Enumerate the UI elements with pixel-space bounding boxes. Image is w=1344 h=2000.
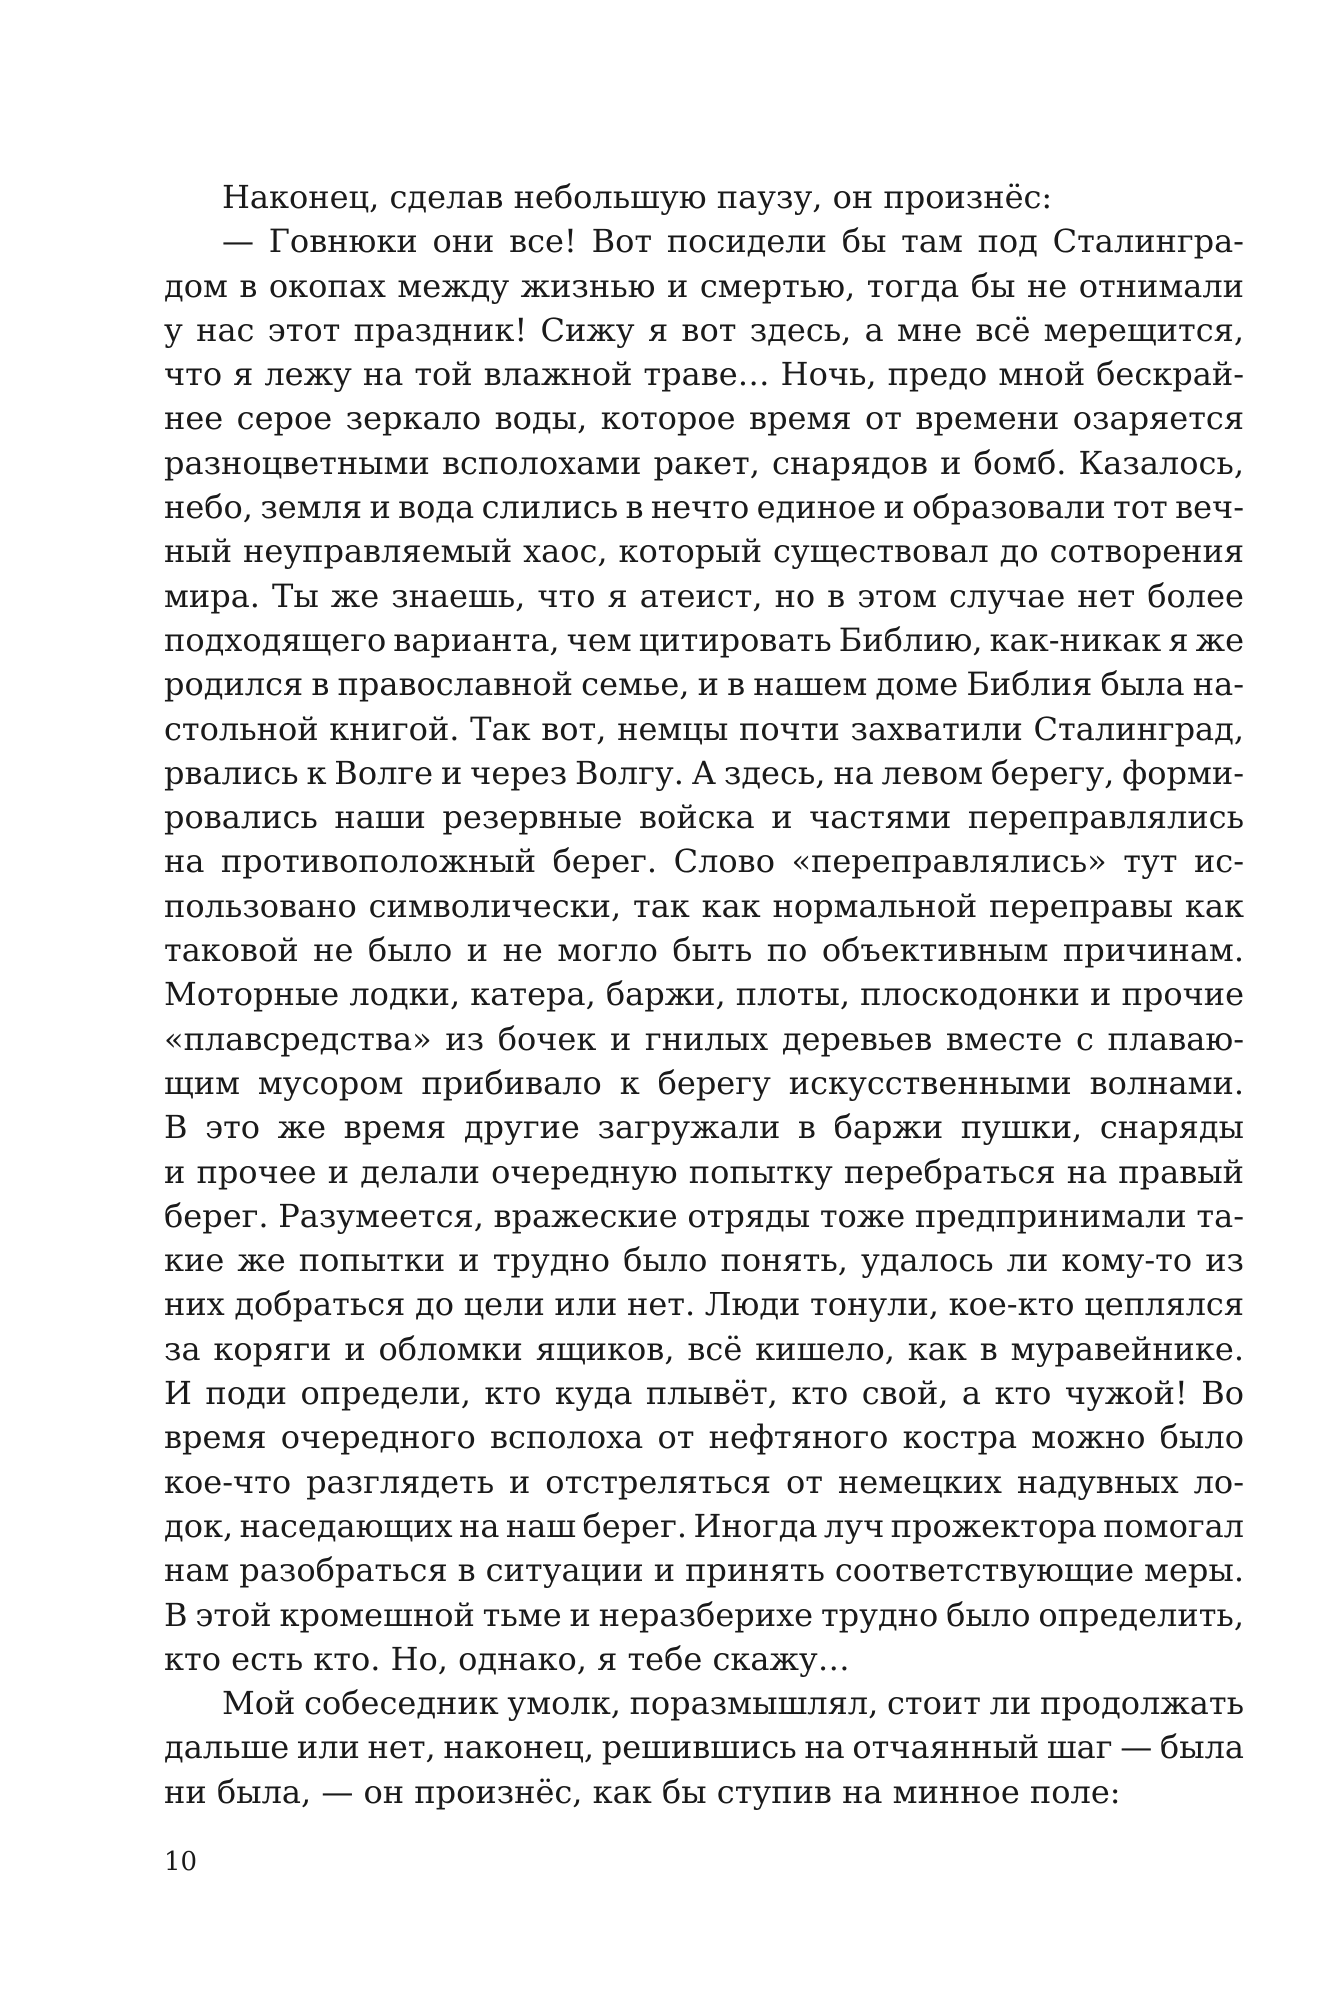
text-line: — Говнюки они все! Вот посидели бы там под Сталингра- [222,222,1244,261]
text-line: «плавсредства» из бочек и гнилых деревьев вместе с плаваю- [164,1019,1244,1058]
text-line: дальше или нет, наконец, решившись на отчаянный шаг — была [164,1728,1244,1767]
text-line: стольной книгой. Так вот, немцы почти захватили Сталинград, [164,709,1244,748]
text-line: док, наседающих на наш берег. Иногда луч прожектора помогал [164,1506,1244,1545]
text-line: Мой собеседник умолк, поразмышлял, стоит ли продолжать [222,1684,1244,1723]
text-line: нам разобраться в ситуации и принять соответствующие меры. [164,1551,1244,1590]
text-line: разноцветными всполохами ракет, снарядов и бомб. Казалось, [164,443,1244,482]
text-line: родился в православной семье, и в нашем доме Библия была на- [164,665,1245,704]
text-line: мира. Ты же знаешь, что я атеист, но в этом случае нет более [164,576,1244,615]
text-line: В этой кромешной тьме и неразберихе трудно было определить, [164,1595,1244,1634]
text-line: за коряги и обломки ящиков, всё кишело, как в муравейнике. [164,1329,1244,1368]
text-line: и прочее и делали очередную попытку перебраться на правый [164,1152,1244,1191]
text-line: подходящего варианта, чем цитировать Библию, как-никак я же [164,620,1244,659]
text-line: берег. Разумеется, вражеские отряды тоже предпринимали та- [164,1196,1244,1235]
text-line: на противоположный берег. Слово «переправлялись» тут ис- [164,842,1244,881]
text-line: них добраться до цели или нет. Люди тонули, кое-кто цеплялся [164,1285,1245,1324]
text-line: кое-что разглядеть и отстреляться от немецких надувных ло- [164,1462,1244,1501]
text-line: Наконец, сделав небольшую паузу, он произнёс: [222,178,1053,216]
text-line: таковой не было и не могло быть по объективным причинам. [164,931,1244,970]
paragraph [164,1681,1244,1814]
text-line: ровались наши резервные войска и частями переправлялись [164,798,1244,837]
text-line: Моторные лодки, катера, баржи, плоты, плоскодонки и прочие [164,975,1245,1014]
text-line: рвались к Волге и через Волгу. А здесь, на левом берегу, форми- [164,753,1245,792]
text-line: что я лежу на той влажной траве… Ночь, предо мной бескрай- [164,355,1244,394]
text-line: И поди определи, кто куда плывёт, кто свой, а кто чужой! Во [164,1374,1244,1413]
text-line: дом в окопах между жизнью и смертью, тогда бы не отнимали [164,266,1244,305]
paragraph [164,219,1244,1681]
text-line: пользовано символически, так как нормальной переправы как [164,886,1244,925]
text-line: нее серое зеркало воды, которое время от времени озаряется [164,399,1244,438]
text-line: время очередного всполоха от нефтяного костра можно было [164,1418,1244,1457]
text-line: ни была, — он произнёс, как бы ступив на минное поле: [164,1772,1121,1811]
body-text [164,175,1244,1814]
text-line: В это же время другие загружали в баржи пушки, снаряды [164,1108,1244,1147]
page-number: 10 [164,1847,198,1877]
text-line: кие же попытки и трудно было понять, удалось ли кому-то из [164,1241,1244,1280]
text-line: у нас этот праздник! Сижу я вот здесь, а мне всё мерещится, [164,310,1244,349]
text-line: щим мусором прибивало к берегу искусственными волнами. [164,1063,1244,1102]
text-line: ный неуправляемый хаос, который существовал до сотворения [164,532,1244,571]
text-line: кто есть кто. Но, однако, я тебе скажу… [164,1639,850,1678]
text-line: небо, земля и вода слились в нечто единое и образовали тот веч- [164,488,1245,527]
paragraph [164,175,1244,219]
